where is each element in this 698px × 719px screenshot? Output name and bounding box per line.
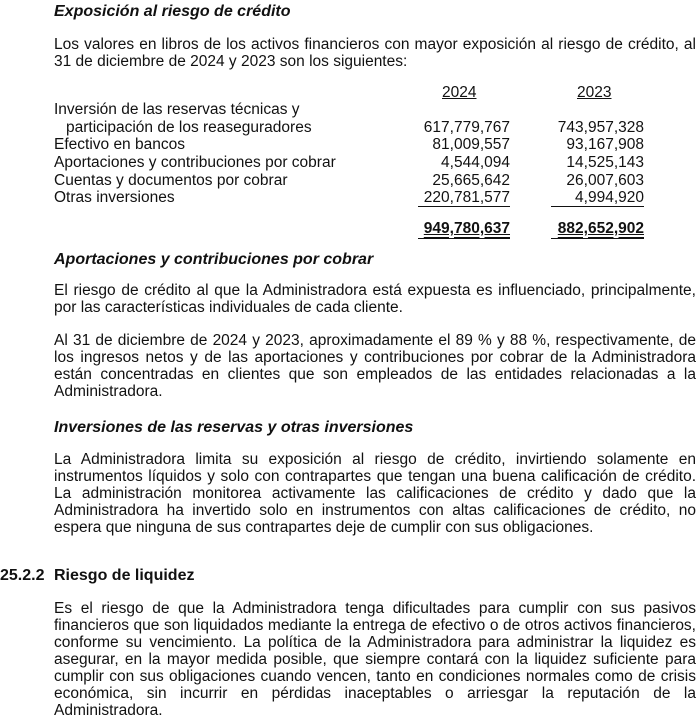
- liquidity-heading: Riesgo de liquidez: [54, 567, 195, 584]
- value-2023: 743,957,328: [557, 119, 644, 136]
- table-row: [54, 154, 654, 171]
- total-2024: 949,780,637: [423, 220, 510, 237]
- table-row: [54, 101, 654, 118]
- table-total-row: [54, 220, 654, 237]
- row-label: participación de los reaseguradores: [66, 119, 312, 136]
- value-2023: 14,525,143: [566, 154, 644, 171]
- value-2024: 617,779,767: [423, 119, 510, 136]
- row-label: Cuentas y documentos por cobrar: [54, 172, 288, 189]
- subtotal-underline-2024: [418, 206, 510, 207]
- value-2024: 25,665,642: [432, 172, 510, 189]
- contributions-heading: Aportaciones y contribuciones por cobrar: [54, 251, 374, 268]
- section-number: 25.2.2: [0, 567, 45, 584]
- total-underline-2024: [418, 238, 510, 239]
- column-header-2024: 2024: [442, 84, 477, 101]
- investments-paragraph: La Administradora limita su exposición al riesgo de crédito, invirtiendo solamente en instrumentos líquidos y solo con contrapartes que tengan una buena calificación de crédito. La administración monitorea activamente las calificaciones de crédito y dado que la Administradora ha invertido solo en instrumentos con altas calificaciones de crédito, no espera que ninguna de sus contrapartes deje de cumplir con sus obligaciones.: [54, 451, 696, 536]
- value-2024: 4,544,094: [441, 154, 510, 171]
- value-2023: 26,007,603: [566, 172, 644, 189]
- value-2023: 4,994,920: [575, 189, 644, 206]
- table-row: [54, 119, 654, 136]
- row-label: Otras inversiones: [54, 189, 175, 206]
- credit-risk-intro: Los valores en libros de los activos financieros con mayor exposición al riesgo de crédito, al 31 de diciembre de 2024 y 2023 son los siguientes:: [54, 36, 696, 70]
- row-label: Aportaciones y contribuciones por cobrar: [54, 154, 336, 171]
- table-row: [54, 189, 654, 206]
- investments-heading: Inversiones de las reservas y otras inversiones: [54, 419, 414, 436]
- contributions-paragraph-2: Al 31 de diciembre de 2024 y 2023, aproximadamente el 89 % y 88 %, respectivamente, de los ingresos netos y de las aportaciones y contribuciones por cobrar de la Administradora están concentradas en clientes que son empleados de las entidades relacionadas a la Administradora.: [54, 332, 696, 400]
- contributions-paragraph-1: El riesgo de crédito al que la Administradora está expuesta es influenciado, principalmente, por las características individuales de cada cliente.: [54, 282, 696, 316]
- value-2023: 93,167,908: [566, 136, 644, 153]
- table-row: [54, 136, 654, 153]
- total-2023: 882,652,902: [557, 220, 644, 237]
- table-row: [54, 172, 654, 189]
- liquidity-paragraph: Es el riesgo de que la Administradora tenga dificultades para cumplir con sus pasivos financieros que son liquidados mediante la entrega de efectivo o de otros activos financieros, conforme su vencimiento. La política de la Administradora para administrar la liquidez es asegurar, en la mayor medida posible, que siempre contará con la liquidez suficiente para cumplir con sus obligaciones cuando vencen, tanto en condiciones normales como de crisis económica, sin incurrir en pérdidas inaceptables o arriesgar la reputación de la Administradora.: [54, 600, 696, 719]
- row-label: Efectivo en bancos: [54, 136, 185, 153]
- subtotal-underline-2023: [551, 206, 644, 207]
- value-2024: 81,009,557: [432, 136, 510, 153]
- column-header-2023: 2023: [577, 84, 612, 101]
- value-2024: 220,781,577: [423, 189, 510, 206]
- total-underline-2023: [551, 238, 644, 239]
- credit-risk-heading: Exposición al riesgo de crédito: [54, 3, 291, 20]
- row-label: Inversión de las reservas técnicas y: [54, 101, 300, 118]
